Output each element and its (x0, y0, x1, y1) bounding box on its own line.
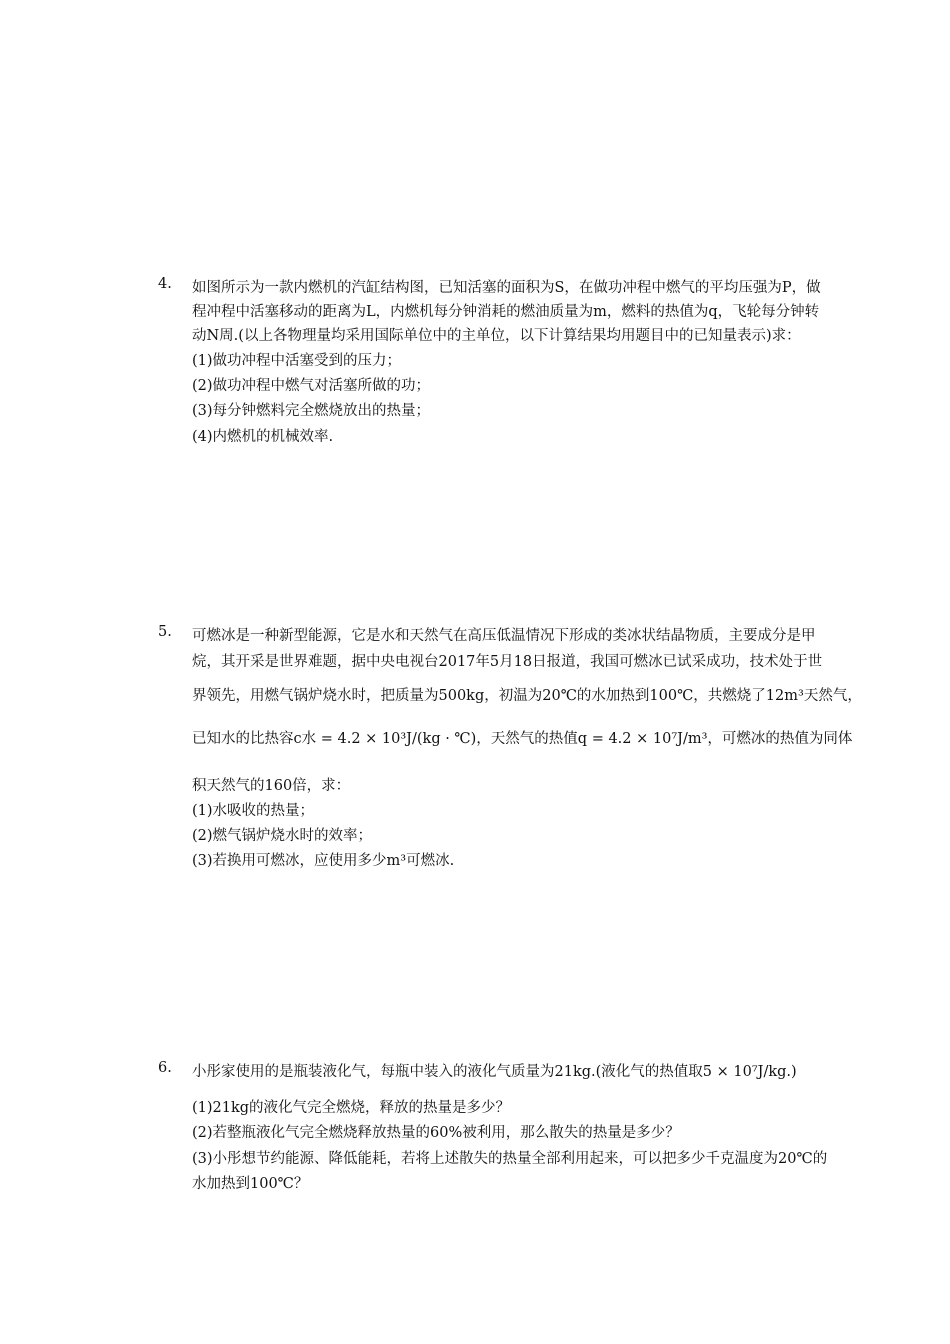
question-text-line: 可燃冰是一种新型能源，它是水和天然气在高压低温情况下形成的类冰状结晶物质，主要成分是甲 (192, 628, 816, 644)
sub-question: (1)水吸收的热量； (192, 803, 315, 819)
sub-question: (1)做功冲程中活塞受到的压力； (192, 353, 402, 369)
question-number: 4. (158, 276, 172, 292)
question-text-line: 如图所示为一款内燃机的汽缸结构图，已知活塞的面积为S，在做功冲程中燃气的平均压强为P，做 (192, 280, 821, 296)
sub-question: (4)内燃机的机械效率. (192, 429, 334, 445)
question-text-line: 界领先，用燃气锅炉烧水时，把质量为500kg，初温为20℃的水加热到100℃，共燃烧了12m³天然气， (192, 688, 862, 704)
question-number: 5. (158, 624, 172, 640)
sub-question: (2)若整瓶液化气完全燃烧释放热量的60%被利用，那么散失的热量是多少？ (192, 1125, 680, 1141)
question-text-line: 小彤家使用的是瓶装液化气，每瓶中装入的液化气质量为21kg.(液化气的热值取5 × 10⁷J/kg.) (192, 1064, 797, 1080)
sub-question: (3)若换用可燃冰，应使用多少m³可燃冰. (192, 853, 455, 869)
sub-question: 水加热到100℃？ (192, 1176, 309, 1192)
question-number: 6. (158, 1060, 172, 1076)
sub-question: (2)燃气锅炉烧水时的效率； (192, 828, 373, 844)
question-text-line: 积天然气的160倍，求： (192, 778, 351, 794)
sub-question: (1)21kg的液化气完全燃烧，释放的热量是多少？ (192, 1100, 511, 1116)
question-text-line: 程冲程中活塞移动的距离为L，内燃机每分钟消耗的燃油质量为m，燃料的热值为q，飞轮每分钟转 (192, 304, 820, 320)
question-text-line: 动N周.(以上各物理量均采用国际单位中的主单位，以下计算结果均用题目中的已知量表示)求： (192, 328, 801, 344)
question-text-line: 烷，其开采是世界难题，据中央电视台2017年5月18日报道，我国可燃冰已试采成功，技术处于世 (192, 654, 823, 670)
sub-question: (3)每分钟燃料完全燃烧放出的热量； (192, 403, 431, 419)
question-text-line: 已知水的比热容c水 = 4.2 × 10³J/(kg · ℃)，天然气的热值q = 4.2 × 10⁷J/m³，可燃冰的热值为同体 (192, 731, 853, 747)
sub-question: (2)做功冲程中燃气对活塞所做的功； (192, 378, 431, 394)
sub-question: (3)小彤想节约能源、降低能耗，若将上述散失的热量全部利用起来，可以把多少千克温度为20℃的 (192, 1151, 828, 1167)
